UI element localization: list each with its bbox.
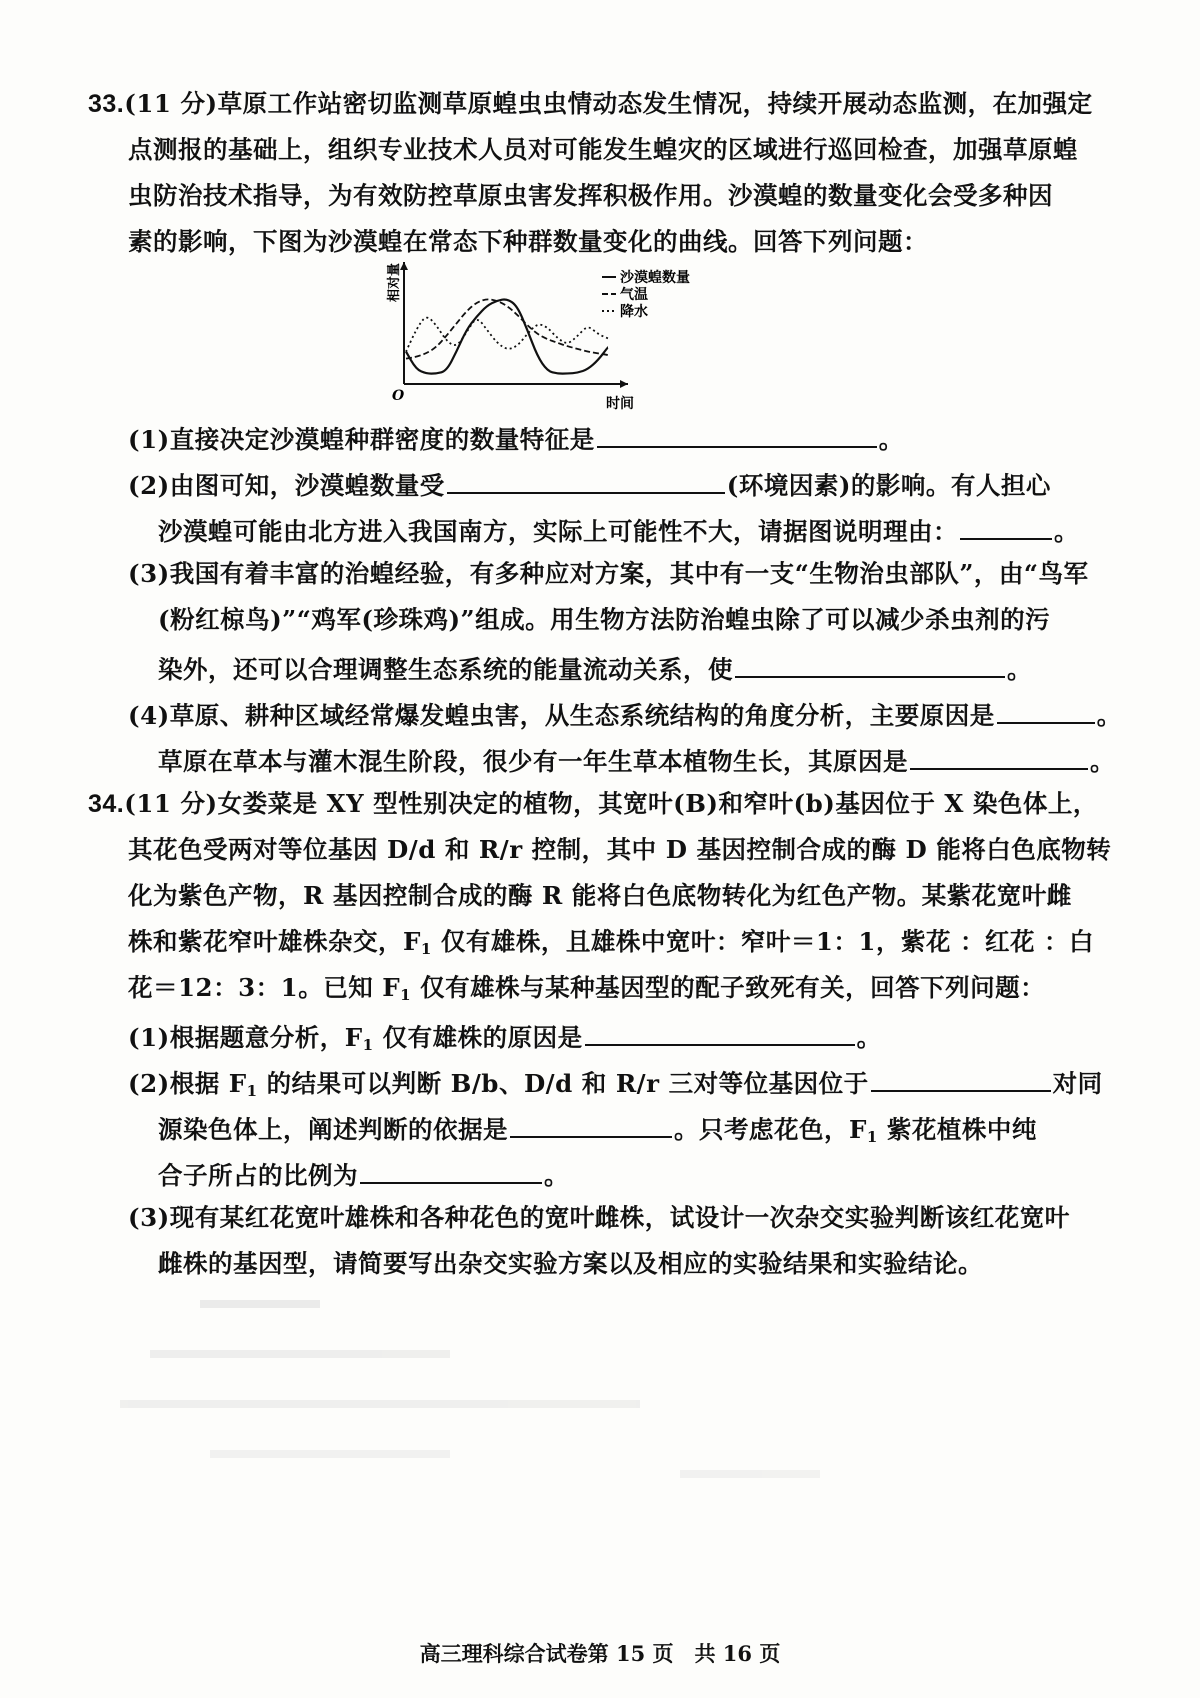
q34-number: 34.: [88, 790, 125, 818]
answer-blank-34-2a[interactable]: [871, 1068, 1051, 1092]
answer-blank-33-3[interactable]: [735, 654, 1005, 678]
q33-part2-line1: (2)由图可知，沙漠蝗数量受 (环境因素)的影响。有人担心: [128, 471, 1051, 500]
answer-blank-33-4a[interactable]: [997, 700, 1095, 724]
q33-part3-line2: (粉红椋鸟)”“鸡军(珍珠鸡)”组成。用生物方法防治蝗虫除了可以减少杀虫剂的污: [158, 605, 1051, 634]
series-line-2: [406, 299, 608, 358]
x-axis-label: 时间: [606, 396, 634, 412]
answer-blank-33-2a[interactable]: [447, 470, 725, 494]
q33-points: (11 分): [124, 89, 218, 118]
q34-stem-line2: 其花色受两对等位基因 D/d 和 R/r 控制，其中 D 基因控制合成的酶 D 能将白色底物转: [128, 835, 1112, 864]
q33-part3-line1: (3)我国有着丰富的治蝗经验，有多种应对方案，其中有一支“生物治虫部队”，由“鸟军: [128, 559, 1089, 588]
answer-blank-34-1[interactable]: [585, 1022, 855, 1046]
q34-stem-line3: 化为紫色产物，R 基因控制合成的酶 R 能将白色底物转化为红色产物。某紫花宽叶雌: [128, 881, 1072, 910]
q34-part2-line1: (2)根据 $F_1$ 的结果可以判断 B/b、D/d 和 R/r 三对等位基因位于 对同: [128, 1069, 1103, 1100]
q33-stem-line3: 虫防治技术指导，为有效防控草原虫害发挥积极作用。沙漠蝗的数量变化会受多种因: [128, 181, 1053, 210]
x-axis-arrow: [620, 380, 628, 388]
legend-label-3: 降水: [620, 304, 648, 320]
q34-part1: (1)根据题意分析，$F_1$ 仅有雄株的原因是 。: [128, 1023, 882, 1054]
population-chart: [387, 262, 720, 412]
q33-part4-line1: (4)草原、耕种区域经常爆发蝗虫害，从生态系统结构的角度分析，主要原因是 。: [128, 701, 1122, 730]
q33-number: 33.: [88, 90, 125, 118]
q34-stem-line4: 株和紫花窄叶雄株杂交，$F_1$ 仅有雄株，且雄株中宽叶：窄叶＝1：1，紫花 ：红花 ：白: [128, 927, 1095, 958]
scan-noise: [120, 1300, 1020, 1480]
q33-part1: (1)直接决定沙漠蝗种群密度的数量特征是 。: [128, 425, 904, 454]
q34-part3-line2: 雌株的基因型，请简要写出杂交实验方案以及相应的实验结果和实验结论。: [158, 1249, 983, 1278]
legend-label-1: 沙漠蝗数量: [620, 270, 690, 286]
q33-part4-line2: 草原在草本与灌木混生阶段，很少有一年生草本植物生长，其原因是 。: [158, 747, 1115, 776]
series-line-3: [406, 318, 608, 352]
answer-blank-33-2b[interactable]: [960, 516, 1052, 540]
q33-stem-line1: 33.(11 分)草原工作站密切监测草原蝗虫虫情动态发生情况，持续开展动态监测，在加强定: [88, 89, 1093, 118]
q34-stem-line5: 花＝12：3：1。已知 $F_1$ 仅有雄株与某种基因型的配子致死有关，回答下列问题：: [128, 973, 1046, 1004]
answer-blank-34-2b[interactable]: [510, 1114, 672, 1138]
answer-blank-33-4b[interactable]: [910, 746, 1088, 770]
y-axis-label: 相对量: [387, 262, 402, 302]
q34-part2-line2: 源染色体上，阐述判断的依据是 。只考虑花色，$F_1$ 紫花植株中纯: [158, 1115, 1037, 1146]
page-footer: 高三理科综合试卷第 15 页 共 16 页: [419, 1641, 781, 1666]
answer-blank-34-2c[interactable]: [360, 1160, 542, 1184]
q34-points: (11 分): [124, 789, 218, 818]
q33-part2-line2: 沙漠蝗可能由北方进入我国南方，实际上可能性不大，请据图说明理由： 。: [158, 517, 1079, 546]
q33-stem-line4: 素的影响，下图为沙漠蝗在常态下种群数量变化的曲线。回答下列问题：: [128, 227, 928, 256]
origin-label: O: [392, 388, 405, 404]
q33-stem-line2: 点测报的基础上，组织专业技术人员对可能发生蝗灾的区域进行巡回检查，加强草原蝗: [128, 135, 1078, 164]
answer-blank-33-1[interactable]: [597, 424, 877, 448]
q33-part3-line3: 染外，还可以合理调整生态系统的能量流动关系，使 。: [158, 655, 1032, 684]
q34-stem-line1: 34.(11 分)女娄菜是 XY 型性别决定的植物，其宽叶(B)和窄叶(b)基因位于 X 染色体上，: [88, 789, 1098, 818]
q34-part3-line1: (3)现有某红花宽叶雄株和各种花色的宽叶雌株，试设计一次杂交实验判断该红花宽叶: [128, 1203, 1070, 1232]
legend-label-2: 气温: [620, 287, 648, 303]
q34-part2-line3: 合子所占的比例为 。: [158, 1161, 569, 1190]
